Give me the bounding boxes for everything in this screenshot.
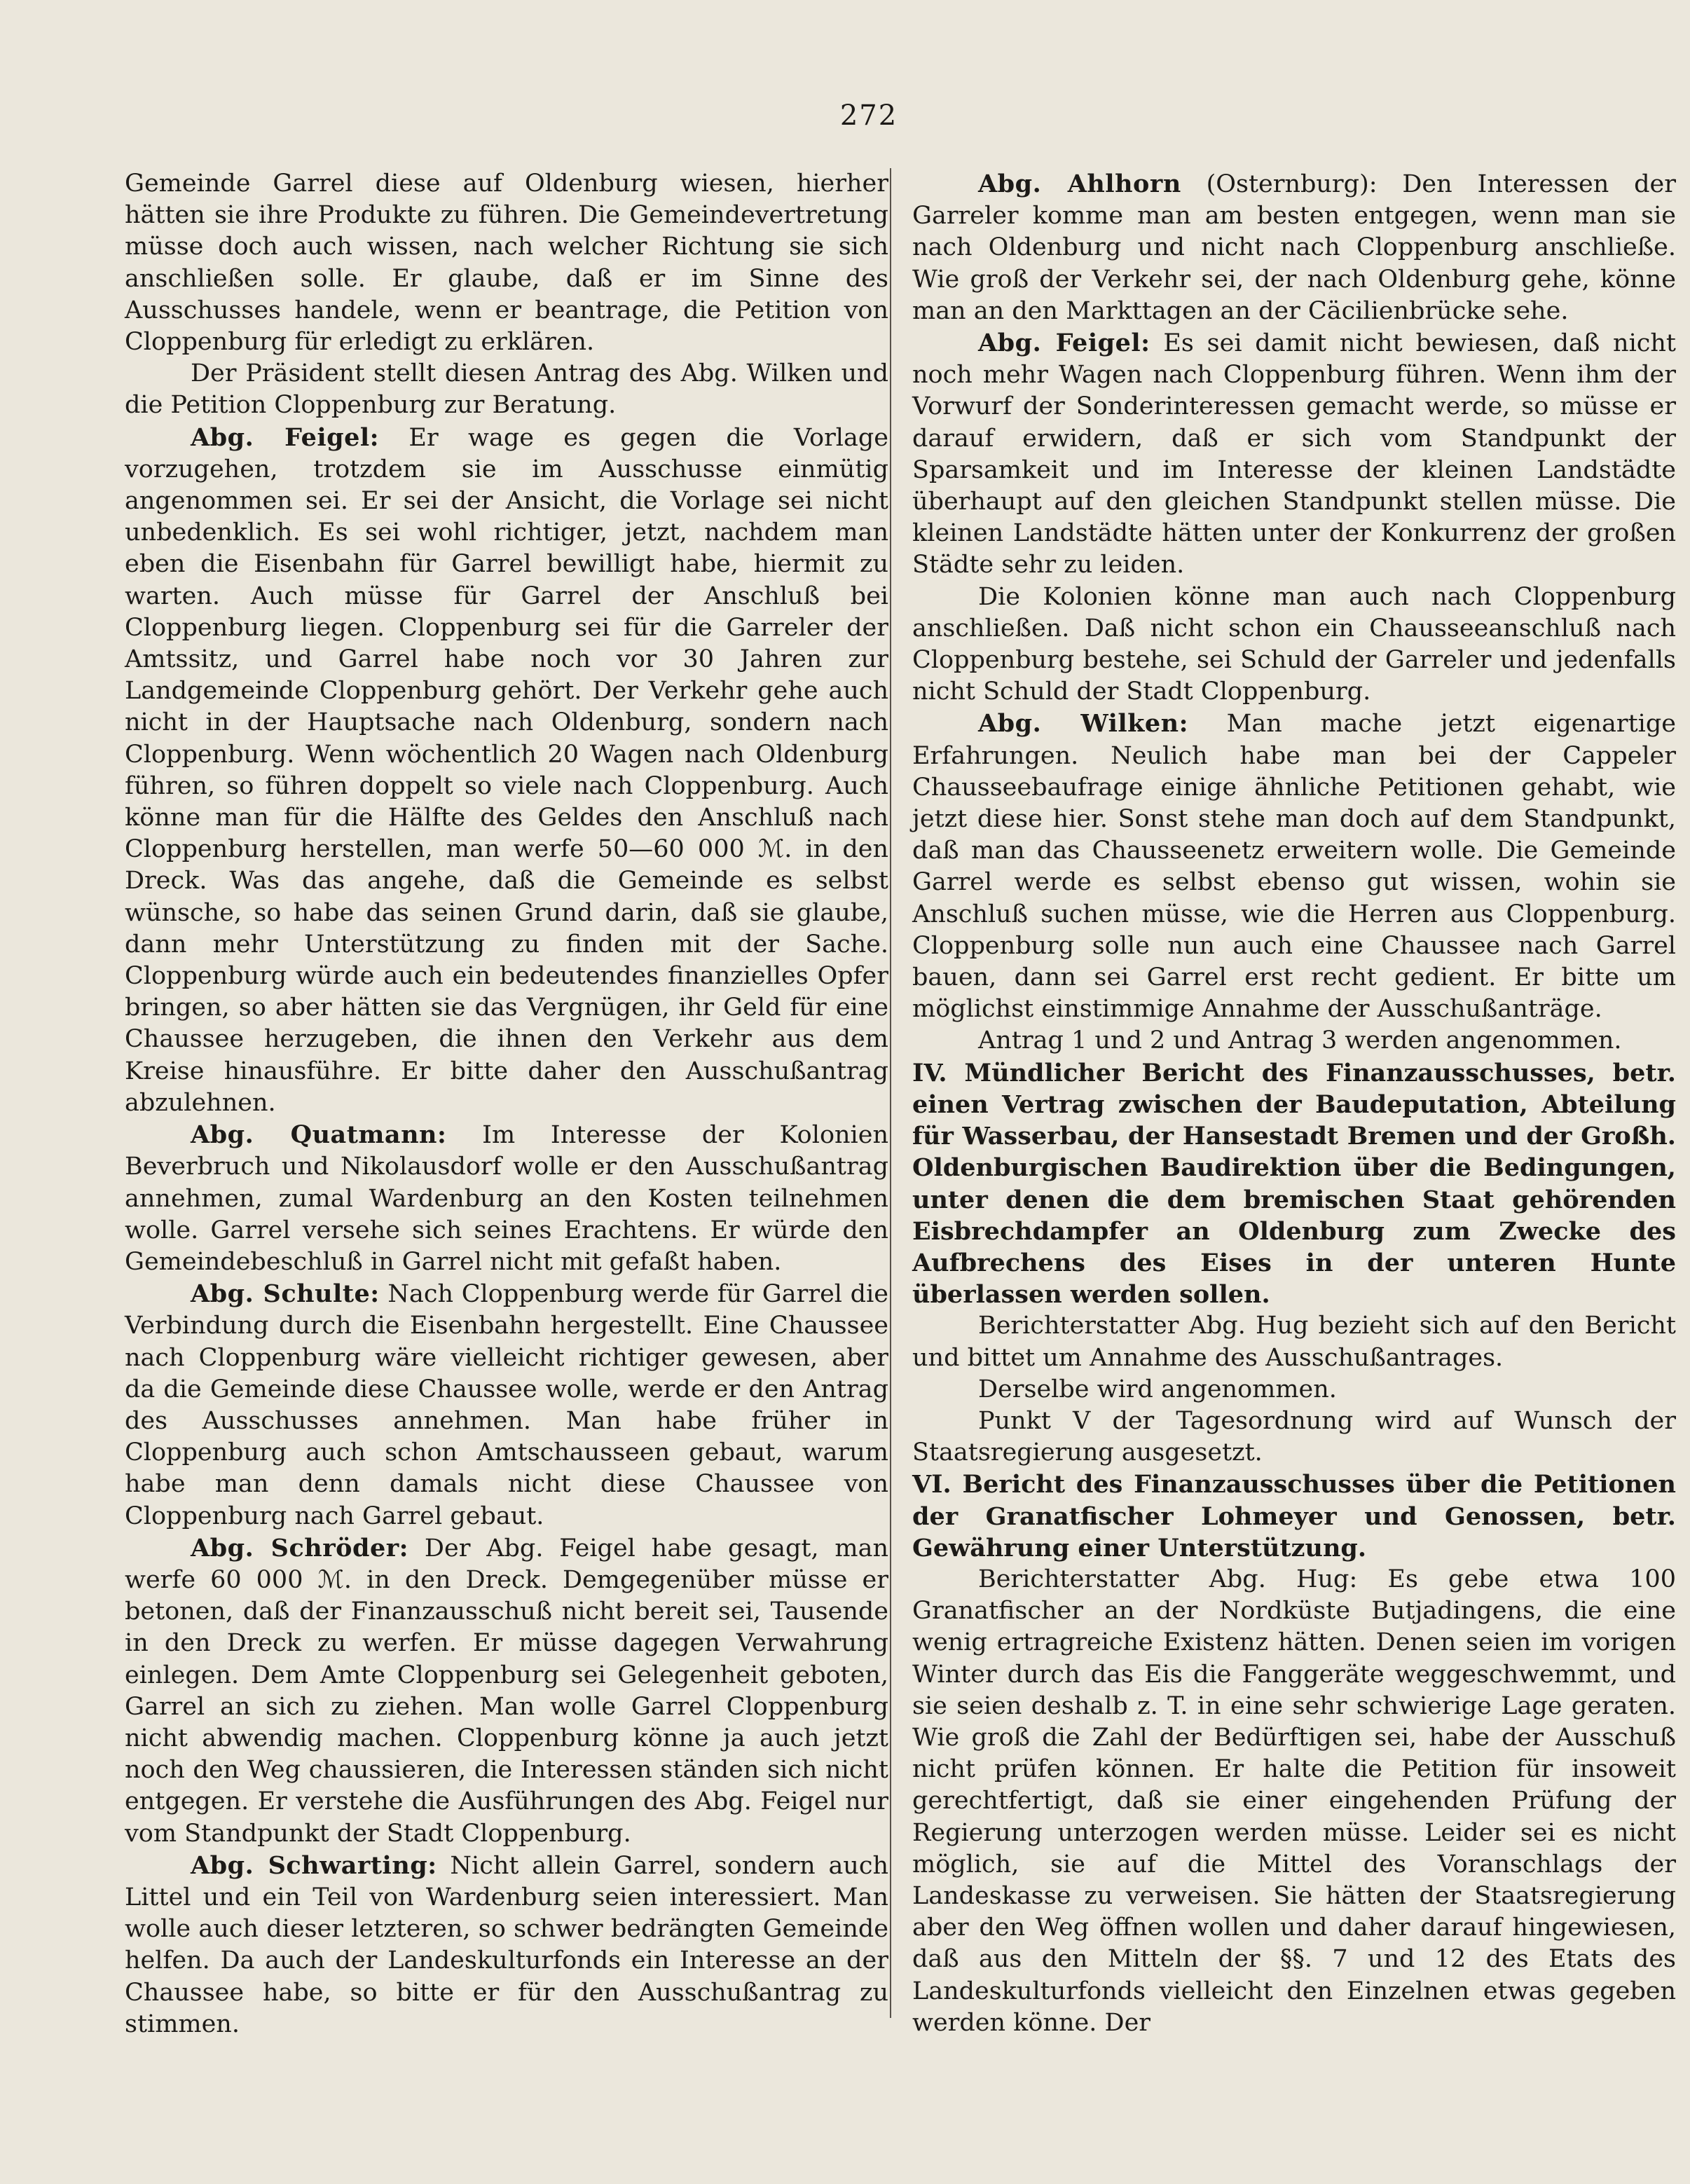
speaker-name: Abg. Feigel: bbox=[978, 329, 1150, 358]
speaker-name: Abg. Schwarting: bbox=[191, 1850, 437, 1880]
paragraph: Antrag 1 und 2 und Antrag 3 werden angenommen. bbox=[978, 1026, 1622, 1055]
agenda-heading: IV. Mündlicher Bericht des Finanzausschusses, betr. einen Vertrag zwischen der Baudeputation, Abteilung für Wasserbau, der Hansestadt Bremen und der Großh. Oldenburgischen Baudirektion über die Bedingungen, unter denen die dem bremischen Staat gehörenden Eisbrechdampfer an Oldenburg zum Zwecke des Aufbrechens des Eises in der unteren Hunte überlassen werden sollen. bbox=[912, 1058, 1676, 1310]
page-number: 272 bbox=[839, 99, 898, 132]
paragraph: Abg. Feigel: Er wage es gegen die Vorlage vorzugehen, trotzdem sie im Ausschusse einmütig angenommen sei. Er sei der Ansicht, die Vorlage sei nicht unbedenklich. Es sei wohl richtiger, jetzt, nachdem man eben die Eisenbahn für Garrel bewilligt habe, hiermit zu warten. Auch müsse für Garrel der Anschluß bei Cloppenburg liegen. Cloppenburg sei für die Garreler der Amtssitz, und Garrel habe noch vor 30 Jahren zur Landgemeinde Cloppenburg gehört. Der Verkehr gehe auch nicht in der Hauptsache nach Oldenburg, sondern nach Cloppenburg. Wenn wöchentlich 20 Wagen nach Oldenburg führen, so führen doppelt so viele nach Cloppenburg. Auch könne man für die Hälfte des Geldes den Anschluß nach Cloppenburg herstellen, man werfe 50—60 000 ℳ. in den Dreck. Was das angehe, daß die Gemeinde es selbst wünsche, so habe das seinen Grund darin, daß sie glaube, dann mehr Unterstützung zu finden mit der Sache. Cloppenburg würde auch ein bedeutendes finanzielles Opfer bringen, so aber hätten sie das Vergnügen, ihr Geld für eine Chaussee herzugeben, die ihnen den Verkehr aus dem Kreise hinausführe. Er bitte daher den Ausschußantrag abzulehnen. bbox=[125, 423, 888, 1117]
paragraph: Der Präsident stellt diesen Antrag des Abg. Wilken und die Petition Cloppenburg zur Beratung. bbox=[125, 359, 888, 420]
paragraph: Abg. Ahlhorn (Osternburg): Den Interessen der Garreler komme man am besten entgegen, wenn man sie nach Oldenburg und nicht nach Cloppenburg anschließe. Wie groß der Verkehr sei, der nach Oldenburg gehe, könne man an den Markttagen an der Cäcilienbrücke sehe. bbox=[912, 170, 1676, 325]
paragraph: Gemeinde Garrel diese auf Oldenburg wiesen, hierher hätten sie ihre Produkte zu führen. Die Gemeindevertretung müsse doch auch wissen, nach welcher Richtung sie sich anschließen solle. Er glaube, daß er im Sinne des Ausschusses handele, wenn er beantrage, die Petition von Cloppenburg für erledigt zu erklären. bbox=[125, 170, 888, 357]
paragraph: Berichterstatter Abg. Hug: Es gebe etwa 100 Granatfischer an der Nordküste Butjadingens, die eine wenig ertragreiche Existenz hätten. Denen seien im vorigen Winter durch das Eis die Fanggeräte weggeschwemmt, und sie seien deshalb z. T. in eine sehr schwierige Lage geraten. Wie groß die Zahl der Bedürftigen sei, habe der Ausschuß nicht prüfen können. Er halte die Petition für insoweit gerechtfertigt, daß sie einer eingehenden Prüfung der Regierung unterzogen werden müsse. Leider sei es nicht möglich, sie auf die Mittel des Voranschlags der Landeskasse zu verweisen. Sie hätten der Staatsregierung aber den Weg öffnen wollen und daher darauf hingewiesen, daß aus den Mitteln der §§. 7 und 12 des Etats des Landeskulturfonds vielleicht den Einzelnen etwas gegeben werden könne. Der bbox=[912, 1565, 1676, 2037]
right-column bbox=[912, 168, 1676, 2039]
column-divider bbox=[890, 168, 891, 2018]
paragraph: Die Kolonien könne man auch nach Cloppenburg anschließen. Daß nicht schon ein Chausseeanschluß nach Cloppenburg bestehe, sei Schuld der Garreler und jedenfalls nicht Schuld der Stadt Cloppenburg. bbox=[912, 582, 1676, 706]
speaker-name: Abg. Feigel: bbox=[191, 423, 380, 452]
speaker-name: Abg. Wilken: bbox=[978, 709, 1189, 739]
paragraph: Abg. Wilken: Man mache jetzt eigenartige Erfahrungen. Neulich habe man bei der Cappeler Chausseebaufrage einige ähnliche Petitionen gehabt, wie jetzt diese hier. Sonst stehe man doch auf dem Standpunkt, daß man das Chausseenetz erweitern wolle. Die Gemeinde Garrel werde es selbst ebenso gut wissen, wohin sie Anschluß suchen müsse, wie die Herren aus Cloppenburg. Cloppenburg solle nun auch eine Chaussee nach Garrel bauen, dann sei Garrel erst recht gedient. Er bitte um möglichst einstimmige Annahme der Ausschußanträge. bbox=[912, 709, 1676, 1024]
agenda-heading: VI. Bericht des Finanzausschusses über die Petitionen der Granatfischer Lohmeyer und Genossen, betr. Gewährung einer Unterstützung. bbox=[912, 1470, 1676, 1563]
paragraph: Abg. Schulte: Nach Cloppenburg werde für Garrel die Verbindung durch die Eisenbahn hergestellt. Eine Chaussee nach Cloppenburg wäre vielleicht richtiger gewesen, aber da die Gemeinde diese Chaussee wolle, werde er den Antrag des Ausschusses annehmen. Man habe früher in Cloppenburg auch schon Amtschausseen gebaut, warum habe man denn damals nicht diese Chaussee von Cloppenburg nach Garrel gebaut. bbox=[125, 1279, 888, 1530]
speaker-name: Abg. Ahlhorn bbox=[978, 170, 1181, 198]
paragraph: Punkt V der Tagesordnung wird auf Wunsch der Staatsregierung ausgesetzt. bbox=[912, 1406, 1676, 1467]
paragraph: Abg. Quatmann: Im Interesse der Kolonien Beverbruch und Nikolausdorf wolle er den Ausschußantrag annehmen, zumal Wardenburg an den Kosten teilnehmen wolle. Garrel versehe sich seines Erachtens. Er würde den Gemeindebeschluß in Garrel nicht mit gefaßt haben. bbox=[125, 1120, 889, 1276]
paragraph: Derselbe wird angenommen. bbox=[978, 1375, 1337, 1403]
speaker-name: Abg. Schröder: bbox=[191, 1533, 409, 1563]
left-column bbox=[125, 168, 888, 2040]
paragraph: Abg. Feigel: Es sei damit nicht bewiesen, daß nicht noch mehr Wagen nach Cloppenburg führen. Wenn ihm der Vorwurf der Sonderinteressen gemacht werde, so müsse er darauf erwidern, daß er sich vom Standpunkt der Sparsamkeit und im Interesse der kleinen Landstädte überhaupt auf den gleichen Standpunkt stellen müsse. Die kleinen Landstädte hätten unter der Konkurrenz der großen Städte sehr zu leiden. bbox=[912, 329, 1676, 579]
paragraph: Abg. Schwarting: Nicht allein Garrel, sondern auch Littel und ein Teil von Wardenburg seien interessiert. Man wolle auch dieser letzteren, so schwer bedrängten Gemeinde helfen. Da auch der Landeskulturfonds ein Interesse an der Chaussee habe, so bitte er für den Ausschußantrag zu stimmen. bbox=[125, 1850, 888, 2038]
speaker-name: Abg. Schulte: bbox=[191, 1279, 380, 1309]
paragraph: Abg. Schröder: Der Abg. Feigel habe gesagt, man werfe 60 000 ℳ. in den Dreck. Demgegenüber müsse er betonen, daß der Finanzausschuß nicht bereit sei, Tausende in den Dreck zu werfen. Er müsse dagegen Verwahrung einlegen. Dem Amte Cloppenburg sei Gelegenheit geboten, Garrel an sich zu ziehen. Man wolle Garrel Cloppenburg nicht abwendig machen. Cloppenburg könne ja auch jetzt noch den Weg chaussieren, die Interessen ständen sich nicht entgegen. Er verstehe die Ausführungen des Abg. Feigel nur vom Standpunkt der Stadt Cloppenburg. bbox=[125, 1533, 888, 1848]
speaker-name: Abg. Quatmann: bbox=[191, 1120, 447, 1150]
paragraph: Berichterstatter Abg. Hug bezieht sich auf den Bericht und bittet um Annahme des Ausschußantrages. bbox=[912, 1312, 1676, 1372]
